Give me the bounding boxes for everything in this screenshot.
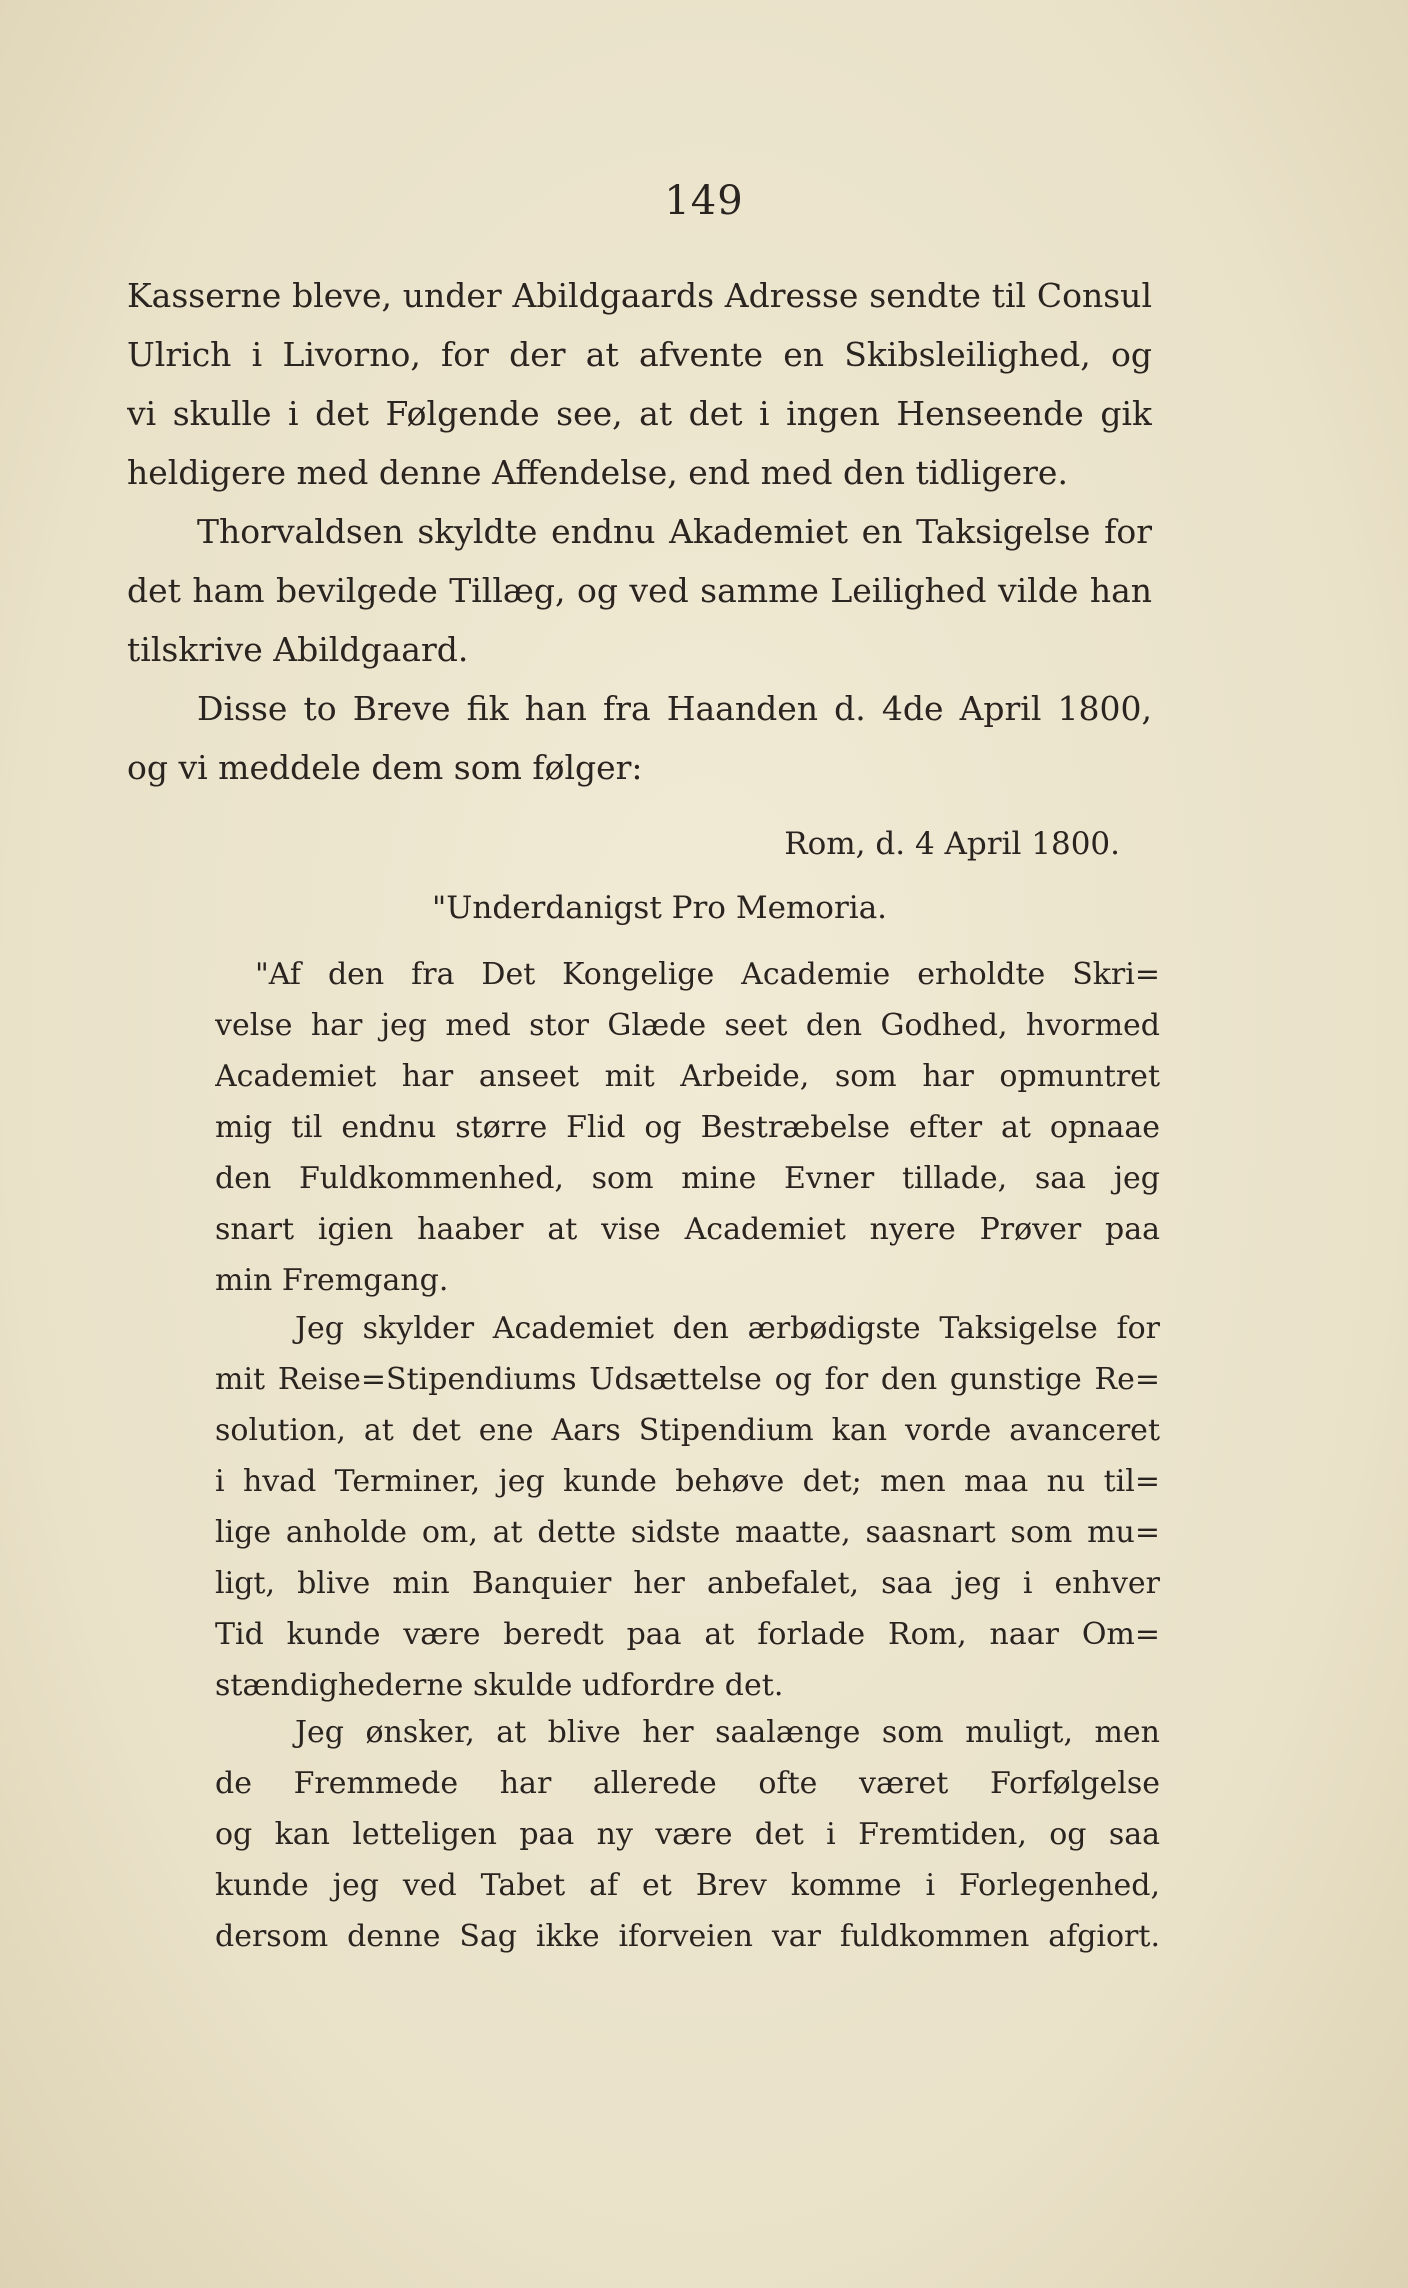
text-line: stændighederne skulde udfordre det. [215, 1668, 784, 1703]
text-line: snart igien haaber at vise Academiet nyere Prøver paa [215, 1212, 1160, 1247]
text-line: Thorvaldsen skyldte endnu Akademiet en Taksigelse for [197, 512, 1152, 551]
text-line: mit Reise=Stipendiums Udsættelse og for den gunstige Re= [215, 1362, 1160, 1397]
text-line: Tid kunde være beredt paa at forlade Rom, naar Om= [215, 1617, 1160, 1652]
text-line: lige anholde om, at dette sidste maatte, saasnart som mu= [215, 1515, 1160, 1550]
text-line: ligt, blive min Banquier her anbefalet, saa jeg i enhver [215, 1566, 1160, 1601]
page-number: 149 [664, 178, 744, 224]
letter-paragraph-2 [215, 1303, 1160, 1711]
text-line: Jeg ønsker, at blive her saalænge som muligt, men [295, 1715, 1160, 1750]
text-line: dersom denne Sag ikke iforveien var fuldkommen afgiort. [215, 1919, 1160, 1954]
text-line: i hvad Terminer, jeg kunde behøve det; men maa nu til= [215, 1464, 1160, 1499]
text-line: mig til endnu større Flid og Bestræbelse efter at opnaae [215, 1110, 1160, 1145]
text-line: og vi meddele dem som følger: [127, 748, 643, 787]
letter-dateline: Rom, d. 4 April 1800. [784, 826, 1120, 862]
text-line: Disse to Breve fik han fra Haanden d. 4de April 1800, [197, 689, 1152, 728]
paragraph-3 [127, 679, 1152, 797]
text-line: Ulrich i Livorno, for der at afvente en Skibsleilighed, og [127, 335, 1152, 374]
text-line: og kan letteligen paa ny være det i Fremtiden, og saa [215, 1817, 1160, 1852]
text-line: min Fremgang. [215, 1263, 449, 1298]
text-line: kunde jeg ved Tabet af et Brev komme i Forlegenhed, [215, 1868, 1160, 1903]
text-line: "Af den fra Det Kongelige Academie erholdte Skri= [255, 957, 1160, 992]
text-line: tilskrive Abildgaard. [127, 630, 469, 669]
text-line: vi skulle i det Følgende see, at det i ingen Henseende gik [127, 394, 1152, 433]
text-line: solution, at det ene Aars Stipendium kan vorde avanceret [215, 1413, 1160, 1448]
letter-paragraph-1 [215, 949, 1160, 1306]
text-line: Jeg skylder Academiet den ærbødigste Taksigelse for [295, 1311, 1160, 1346]
paragraph-2 [127, 502, 1152, 679]
text-line: velse har jeg med stor Glæde seet den Godhed, hvormed [215, 1008, 1160, 1043]
text-line: heldigere med denne Affendelse, end med den tidligere. [127, 453, 1068, 492]
letter-salutation: "Underdanigst Pro Memoria. [432, 890, 888, 926]
letter-paragraph-3 [215, 1707, 1160, 1962]
text-line: Academiet har anseet mit Arbeide, som har opmuntret [215, 1059, 1160, 1094]
text-line: de Fremmede har allerede ofte været Forfølgelse [215, 1766, 1160, 1801]
text-line: det ham bevilgede Tillæg, og ved samme Leilighed vilde han [127, 571, 1152, 610]
text-line: den Fuldkommenhed, som mine Evner tillade, saa jeg [215, 1161, 1160, 1196]
text-line: Kasserne bleve, under Abildgaards Adresse sendte til Consul [127, 276, 1152, 315]
paragraph-1 [127, 266, 1152, 502]
